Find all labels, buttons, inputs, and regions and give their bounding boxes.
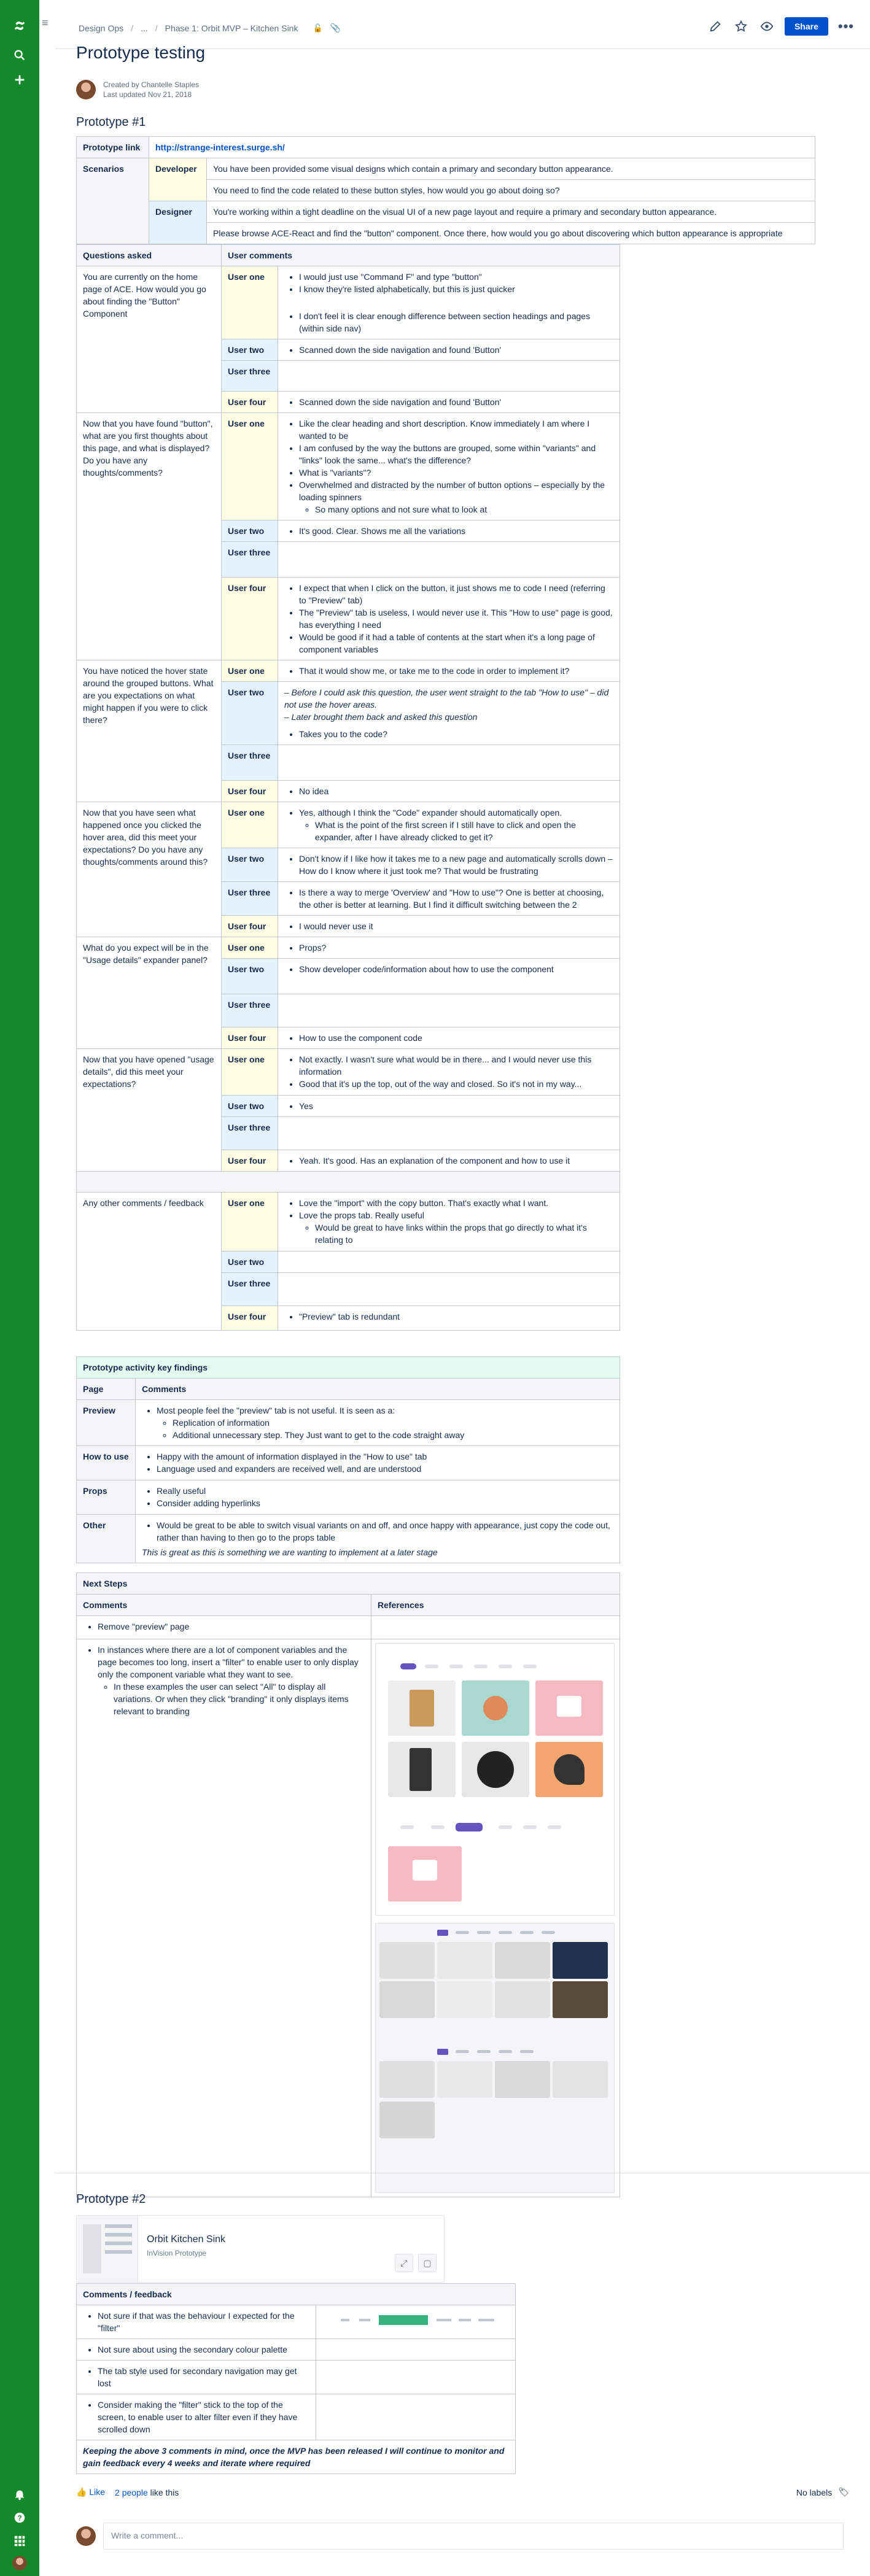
comments-header: User comments [222,245,620,266]
list-item: • Consider making the "filter" stick to the top of the screen, to enable user to alter filter even if they have scrolled down [98,2399,309,2435]
designer-scenario-1: You're working within a tight deadline on the visual UI of a new page layout and require a primary and secondary button appearance. [207,201,815,223]
developer-scenario-2: You need to find the code related to these button styles, how would you go about doing so? [207,180,815,201]
list-item: • Yeah. It's good. Has an explanation of the component and how to use it [299,1155,613,1167]
developer-scenario-1: You have been provided some visual designs which contain a primary and secondary button appearance. [207,158,815,180]
star-icon[interactable] [733,18,749,34]
user-four-label: User four [222,1150,278,1172]
list-item: • Takes you to the code? [299,728,613,740]
list-item: ◦ So many options and not sure what to look at [315,503,613,516]
designer-scenario-2: Please browse ACE-React and find the "button" component. Once there, how would you go about discovering which button appearance is appropriate [207,223,815,244]
prototype-link-label: Prototype link [77,137,149,158]
list-item: • Good that it's up the top, out of the way and closed. So it's not in my way... [299,1078,613,1090]
prototype-2-heading: Prototype #2 [76,2192,146,2206]
restrictions-icon[interactable]: 🔓 [313,23,323,33]
preview-icon[interactable]: ▢ [418,2254,437,2272]
like-label: Like [89,2487,106,2497]
observer-note: – Later brought them back and asked this question [284,712,478,722]
expand-icon[interactable]: ⤢ [395,2254,413,2272]
reference-image-filter-grid[interactable] [375,1643,615,1916]
user-two-label: User two [222,959,278,994]
user-two-label: User two [222,682,278,745]
confluence-logo-icon[interactable] [12,18,27,33]
list-item: • Most people feel the "preview" tab is not useful. It is seen as a: [157,1404,613,1417]
likers-link[interactable]: 2 people [115,2487,148,2497]
prototype-thumbnail[interactable] [77,2216,138,2282]
like-this-label: like this [150,2487,179,2497]
list-item: • Not sure about using the secondary colour palette [98,2343,309,2356]
user-two-label: User two [222,339,278,361]
closing-note: Keeping the above 3 comments in mind, once the MVP has been released I will continue to monitor and gain feedback every 4 weeks and iterate where required [77,2440,516,2474]
user-three-label: User three [222,542,278,578]
top-bar [55,0,870,49]
key-findings-table [76,1356,620,1563]
breadcrumb-parent[interactable]: Phase 1: Orbit MVP – Kitchen Sink [165,23,298,33]
user-one-label: User one [222,802,278,848]
list-item: • No idea [299,785,613,797]
question-5: What do you expect will be in the "Usage details" expander panel? [77,937,222,1049]
commenter-avatar [76,2526,96,2546]
question-2: Now that you have found "button", what are you first thoughts about this page, and what is displayed? Do you have any thoughts/comments? [77,413,222,660]
user-two-label: User two [222,848,278,882]
user-four-label: User four [222,392,278,413]
reference-image-tabs[interactable] [322,2311,509,2330]
list-item: • Would be great to be able to switch visual variants on and off, and once happy with appearance, just copy the code out, rather than having to then go to the props table [157,1519,613,1544]
list-item: • Scanned down the side navigation and found 'Button' [299,344,613,356]
attachments-icon[interactable]: 📎 [330,23,341,33]
user-four-label: User four [222,916,278,937]
list-item: • Language used and expanders are received well, and are understood [157,1463,613,1475]
thumbs-up-icon: 👍 [76,2487,87,2497]
author-avatar[interactable] [76,80,96,99]
list-item: • Would be good if it had a table of contents at the start when it's a long page of component variables [299,631,613,656]
user-three-label: User three [222,994,278,1027]
list-item: • Scanned down the side navigation and found 'Button' [299,396,613,408]
page-actions [707,17,854,36]
question-6: Now that you have opened "usage details", did this meet your expectations? [77,1049,222,1172]
list-item: • Don't know if I like how it takes me to a new page and automatically scrolls down – How do I know where it just took me? That would be frustrating [299,853,613,877]
user-three-label: User three [222,882,278,916]
list-item: • In instances where there are a lot of component variables and the page becomes too long, insert a "filter" to enable user to only display only the component variable what they want to see. [98,1644,365,1681]
prototype-link[interactable]: http://strange-interest.surge.sh/ [155,142,285,152]
create-plus-icon[interactable] [12,72,27,87]
list-item: • The tab style used for secondary navigation may get lost [98,2365,309,2389]
edit-pencil-icon[interactable] [707,18,723,34]
app-switcher-icon[interactable] [12,2534,27,2548]
list-item: • The "Preview" tab is useless, I would never use it. This "How to use" page is good, has everything I need [299,606,613,631]
user-three-label: User three [222,1273,278,1306]
no-labels-text: No labels [796,2487,833,2497]
invision-prototype-card[interactable] [76,2215,445,2283]
list-item: • It's good. Clear. Shows me all the variations [299,525,613,537]
key-findings-title: Prototype activity key findings [77,1357,620,1379]
list-item: • Happy with the amount of information displayed in the "How to use" tab [157,1450,613,1463]
references-header: References [371,1595,620,1616]
user-four-label: User four [222,1306,278,1331]
byline [76,79,199,101]
like-bar [76,2487,179,2497]
prototype-1-heading: Prototype #1 [76,115,146,129]
comment-input[interactable]: Write a comment... [103,2523,844,2550]
prototype-card-subtitle: InVision Prototype [147,2249,207,2257]
scenarios-label: Scenarios [77,158,149,244]
list-item: • Not exactly. I wasn't sure what would be in there... and I would never use this information [299,1053,613,1078]
prototype-info-table [76,136,815,244]
observer-note: – Before I could ask this question, the user went straight to the tab "How to use" – did not use the hover areas. [284,687,609,710]
findings-comments-header: Comments [136,1379,620,1400]
list-item: ◦ What is the point of the first screen if I still have to click and open the expander, after I have already clicked to get it? [315,819,613,843]
user-one-label: User one [222,413,278,520]
list-item: ◦ Replication of information [173,1417,613,1429]
breadcrumb-space[interactable]: Design Ops [79,23,124,33]
spacer-row [77,1172,620,1193]
question-7: Any other comments / feedback [77,1193,222,1331]
list-item: ◦ In these examples the user can select "All" to display all variations. Or when they click "branding" it only displays items relevant to branding [114,1681,365,1717]
list-item: • Love the "import" with the copy button. That's exactly what I want. [299,1197,613,1209]
user-one-label: User one [222,266,278,339]
list-item: • Yes [299,1100,613,1112]
list-item: • Yes, although I think the "Code" expander should automatically open. [299,806,613,819]
user-three-label: User three [222,1117,278,1150]
labels-area [796,2487,849,2497]
profile-avatar[interactable] [12,2556,27,2570]
props-label: Props [77,1480,136,1515]
next-comments-header: Comments [77,1595,371,1616]
question-3: You have noticed the hover state around the grouped buttons. What are you expectations on what might happen if you were to click there? [77,660,222,802]
search-icon[interactable] [12,48,27,63]
how-to-use-label: How to use [77,1446,136,1480]
designer-label: Designer [149,201,207,244]
user-two-label: User two [222,1096,278,1117]
breadcrumb: Design Ops / ... / Phase 1: Orbit MVP – Kitchen Sink 🔓 📎 [79,23,341,33]
feedback-title: Comments / feedback [77,2284,516,2305]
next-steps-table [76,1572,620,2197]
list-item: • Show developer code/information about how to use the component [299,963,613,975]
page-header: Page [77,1379,136,1400]
list-item: • I don't feel it is clear enough difference between section headings and pages (within side nav) [299,310,613,335]
user-one-label: User one [222,660,278,682]
list-item: • Not sure if that was the behaviour I expected for the "filter" [98,2310,309,2334]
user-two-label: User two [222,1251,278,1273]
global-sidebar [0,0,39,2576]
user-one-label: User one [222,937,278,959]
created-by: Created by Chantelle Staples [103,80,200,89]
list-item: • Overwhelmed and distracted by the number of button options – especially by the loading spinners [299,479,613,503]
questions-header: Questions asked [77,245,222,266]
more-actions-icon[interactable]: ••• [837,18,854,34]
questions-table [76,244,620,1331]
preview-label: Preview [77,1400,136,1446]
other-label: Other [77,1515,136,1563]
list-item: • Props? [299,942,613,954]
list-item: • I know they're listed alphabetically, but this is just quicker [299,283,613,295]
svg-text:?: ? [17,2513,22,2523]
list-item: • How to use the component code [299,1032,613,1044]
developer-label: Developer [149,158,207,201]
list-item: ◦ Additional unnecessary step. They Just want to get to the code straight away [173,1429,613,1441]
tag-icon[interactable]: 🏷 [838,2487,849,2497]
user-one-label: User one [222,1049,278,1096]
user-three-label: User three [222,745,278,781]
list-item: ◦ Would be great to have links within the props that go directly to what it's relating to [315,1221,613,1246]
user-one-label: User one [222,1193,278,1251]
notifications-icon[interactable] [12,2487,27,2502]
sidebar-collapse-icon[interactable]: ≡ [42,17,49,29]
share-button[interactable]: Share [785,17,828,36]
list-item: • Consider adding hyperlinks [157,1497,613,1509]
reference-image-product-grid[interactable] [375,1923,615,2193]
help-icon[interactable] [12,2510,27,2525]
list-item: • What is "variants"? [299,466,613,479]
user-three-label: User three [222,361,278,392]
prototype-card-title[interactable]: Orbit Kitchen Sink [147,2234,226,2245]
list-item: • Remove "preview" page [98,1620,365,1633]
list-item: • I am confused by the way the buttons are grouped, some within "variants" and "links" look the same... what's the difference? [299,442,613,466]
list-item: • I expect that when I click on the button, it just shows me to code I need (referring to "Preview" tab) [299,582,613,606]
breadcrumb-ellipsis[interactable]: ... [141,23,148,33]
list-item: • Like the clear heading and short description. Know immediately I am where I wanted to be [299,417,613,442]
list-item: • Is there a way to merge 'Overview' and "How to use"? One is better at choosing, the other is better at learning. But I find it difficult switching between the 2 [299,886,613,911]
list-item: • "Preview" tab is redundant [299,1310,613,1323]
question-1: You are currently on the home page of ACE. How would you go about finding the "Button" Component [77,266,222,413]
user-four-label: User four [222,1027,278,1049]
watch-eye-icon[interactable] [759,18,775,34]
user-four-label: User four [222,781,278,802]
list-item: • I would just use "Command F" and type "button" [299,271,613,283]
comment-row [76,2523,844,2550]
findings-note: This is great as this is something we are wanting to implement at a later stage [142,1547,438,1557]
last-updated[interactable]: Last updated Nov 21, 2018 [103,90,192,99]
user-two-label: User two [222,520,278,542]
list-item: • That it would show me, or take me to the code in order to implement it? [299,665,613,677]
list-item: • I would never use it [299,920,613,932]
like-button[interactable] [76,2487,105,2497]
list-item: • Really useful [157,1485,613,1497]
question-4: Now that you have seen what happened once you clicked the hover area, did this meet your expectations? Do you have any thoughts/comments around this? [77,802,222,937]
next-steps-title: Next Steps [77,1573,620,1595]
user-four-label: User four [222,578,278,660]
page-title: Prototype testing [76,43,206,62]
list-item: • Love the props tab. Really useful [299,1209,613,1221]
prototype-2-feedback-table [76,2283,516,2474]
